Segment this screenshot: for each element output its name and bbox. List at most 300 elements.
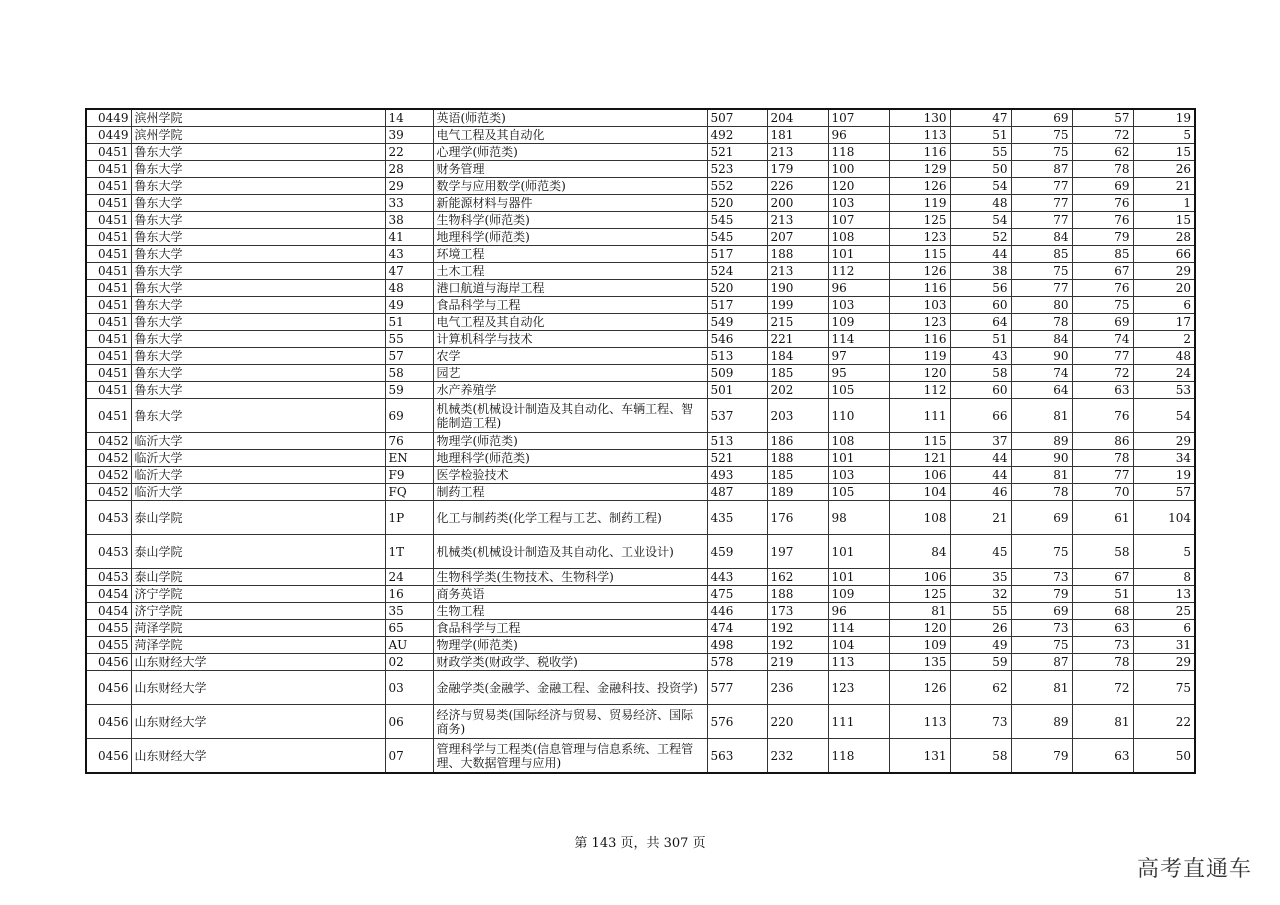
table-row (86, 501, 1195, 535)
score-e-cell: 48 (950, 195, 1011, 212)
school-name-cell: 鲁东大学 (131, 331, 385, 348)
major-name-cell: 经济与贸易类(国际经济与贸易、贸易经济、国际商务) (433, 705, 707, 739)
score-e-cell: 45 (950, 535, 1011, 569)
school-name-cell: 滨州学院 (131, 127, 385, 144)
major-name-cell: 电气工程及其自动化 (433, 314, 707, 331)
school-code-cell: 0454 (86, 586, 131, 603)
score-c-cell: 101 (828, 535, 889, 569)
score-g-cell: 63 (1072, 739, 1133, 774)
school-code-cell: 0451 (86, 348, 131, 365)
major-code-cell: 24 (385, 569, 433, 586)
major-name-cell: 商务英语 (433, 586, 707, 603)
score-b-cell: 188 (767, 450, 828, 467)
school-code-cell: 0456 (86, 739, 131, 774)
score-f-cell: 87 (1011, 161, 1072, 178)
score-a-cell: 552 (707, 178, 767, 195)
table-row (86, 348, 1195, 365)
major-name-cell: 土木工程 (433, 263, 707, 280)
score-b-cell: 200 (767, 195, 828, 212)
score-d-cell: 116 (889, 144, 950, 161)
major-code-cell: 76 (385, 433, 433, 450)
school-code-cell: 0456 (86, 671, 131, 705)
major-name-cell: 水产养殖学 (433, 382, 707, 399)
score-d-cell: 108 (889, 501, 950, 535)
school-name-cell: 鲁东大学 (131, 144, 385, 161)
score-e-cell: 51 (950, 331, 1011, 348)
score-d-cell: 121 (889, 450, 950, 467)
score-e-cell: 62 (950, 671, 1011, 705)
score-c-cell: 113 (828, 654, 889, 671)
score-c-cell: 103 (828, 297, 889, 314)
school-name-cell: 菏泽学院 (131, 620, 385, 637)
school-code-cell: 0452 (86, 484, 131, 501)
major-code-cell: 51 (385, 314, 433, 331)
table-row (86, 161, 1195, 178)
score-a-cell: 576 (707, 705, 767, 739)
admissions-table (85, 108, 1196, 774)
score-c-cell: 120 (828, 178, 889, 195)
score-b-cell: 162 (767, 569, 828, 586)
major-code-cell: 29 (385, 178, 433, 195)
school-name-cell: 临沂大学 (131, 467, 385, 484)
score-c-cell: 101 (828, 450, 889, 467)
table-row (86, 467, 1195, 484)
score-f-cell: 75 (1011, 637, 1072, 654)
score-h-cell: 6 (1133, 297, 1195, 314)
score-d-cell: 115 (889, 246, 950, 263)
score-d-cell: 120 (889, 620, 950, 637)
score-b-cell: 192 (767, 620, 828, 637)
school-code-cell: 0451 (86, 297, 131, 314)
school-code-cell: 0451 (86, 382, 131, 399)
school-name-cell: 济宁学院 (131, 603, 385, 620)
score-g-cell: 63 (1072, 382, 1133, 399)
score-c-cell: 114 (828, 331, 889, 348)
score-d-cell: 81 (889, 603, 950, 620)
major-code-cell: 03 (385, 671, 433, 705)
score-g-cell: 78 (1072, 654, 1133, 671)
score-h-cell: 1 (1133, 195, 1195, 212)
score-h-cell: 21 (1133, 178, 1195, 195)
major-name-cell: 食品科学与工程 (433, 620, 707, 637)
score-b-cell: 215 (767, 314, 828, 331)
table-row (86, 280, 1195, 297)
score-d-cell: 119 (889, 348, 950, 365)
school-code-cell: 0456 (86, 654, 131, 671)
school-code-cell: 0451 (86, 195, 131, 212)
score-h-cell: 29 (1133, 263, 1195, 280)
score-g-cell: 72 (1072, 365, 1133, 382)
score-h-cell: 29 (1133, 654, 1195, 671)
score-g-cell: 72 (1072, 671, 1133, 705)
page-number: 第 143 页，共 307 页 (574, 836, 706, 851)
table-row (86, 127, 1195, 144)
score-h-cell: 25 (1133, 603, 1195, 620)
school-code-cell: 0452 (86, 450, 131, 467)
school-name-cell: 临沂大学 (131, 484, 385, 501)
major-name-cell: 计算机科学与技术 (433, 331, 707, 348)
table-row (86, 178, 1195, 195)
score-d-cell: 103 (889, 297, 950, 314)
score-a-cell: 578 (707, 654, 767, 671)
score-g-cell: 62 (1072, 144, 1133, 161)
score-f-cell: 74 (1011, 365, 1072, 382)
table-row (86, 263, 1195, 280)
score-b-cell: 204 (767, 109, 828, 127)
score-b-cell: 232 (767, 739, 828, 774)
watermark-logo: 高考直通车 (1136, 857, 1252, 882)
score-h-cell: 24 (1133, 365, 1195, 382)
score-e-cell: 54 (950, 212, 1011, 229)
score-c-cell: 104 (828, 637, 889, 654)
score-c-cell: 109 (828, 586, 889, 603)
school-name-cell: 鲁东大学 (131, 382, 385, 399)
table-row (86, 450, 1195, 467)
score-d-cell: 123 (889, 314, 950, 331)
score-h-cell: 50 (1133, 739, 1195, 774)
score-d-cell: 131 (889, 739, 950, 774)
score-d-cell: 112 (889, 382, 950, 399)
score-b-cell: 236 (767, 671, 828, 705)
score-h-cell: 34 (1133, 450, 1195, 467)
school-name-cell: 滨州学院 (131, 109, 385, 127)
school-name-cell: 鲁东大学 (131, 178, 385, 195)
major-code-cell: 59 (385, 382, 433, 399)
score-g-cell: 69 (1072, 314, 1133, 331)
score-e-cell: 54 (950, 178, 1011, 195)
score-f-cell: 77 (1011, 280, 1072, 297)
score-h-cell: 75 (1133, 671, 1195, 705)
score-e-cell: 46 (950, 484, 1011, 501)
score-f-cell: 90 (1011, 348, 1072, 365)
score-e-cell: 26 (950, 620, 1011, 637)
school-code-cell: 0456 (86, 705, 131, 739)
score-h-cell: 29 (1133, 433, 1195, 450)
score-g-cell: 79 (1072, 229, 1133, 246)
score-h-cell: 19 (1133, 109, 1195, 127)
major-code-cell: FQ (385, 484, 433, 501)
score-c-cell: 105 (828, 484, 889, 501)
score-d-cell: 111 (889, 399, 950, 433)
score-h-cell: 5 (1133, 535, 1195, 569)
score-d-cell: 126 (889, 263, 950, 280)
score-c-cell: 107 (828, 109, 889, 127)
score-f-cell: 69 (1011, 501, 1072, 535)
table-row (86, 654, 1195, 671)
score-e-cell: 60 (950, 297, 1011, 314)
score-a-cell: 446 (707, 603, 767, 620)
score-g-cell: 67 (1072, 263, 1133, 280)
score-g-cell: 77 (1072, 348, 1133, 365)
score-e-cell: 59 (950, 654, 1011, 671)
score-c-cell: 103 (828, 195, 889, 212)
major-name-cell: 生物科学类(生物技术、生物科学) (433, 569, 707, 586)
score-b-cell: 190 (767, 280, 828, 297)
score-h-cell: 8 (1133, 569, 1195, 586)
score-f-cell: 79 (1011, 739, 1072, 774)
score-f-cell: 80 (1011, 297, 1072, 314)
score-g-cell: 67 (1072, 569, 1133, 586)
score-a-cell: 537 (707, 399, 767, 433)
school-name-cell: 山东财经大学 (131, 654, 385, 671)
table-row (86, 484, 1195, 501)
major-code-cell: 1T (385, 535, 433, 569)
score-d-cell: 130 (889, 109, 950, 127)
score-b-cell: 199 (767, 297, 828, 314)
major-name-cell: 地理科学(师范类) (433, 229, 707, 246)
score-g-cell: 58 (1072, 535, 1133, 569)
score-a-cell: 517 (707, 297, 767, 314)
major-code-cell: 38 (385, 212, 433, 229)
score-e-cell: 56 (950, 280, 1011, 297)
score-g-cell: 68 (1072, 603, 1133, 620)
score-f-cell: 75 (1011, 263, 1072, 280)
major-name-cell: 心理学(师范类) (433, 144, 707, 161)
major-code-cell: 47 (385, 263, 433, 280)
score-a-cell: 509 (707, 365, 767, 382)
score-a-cell: 493 (707, 467, 767, 484)
score-f-cell: 81 (1011, 671, 1072, 705)
score-a-cell: 546 (707, 331, 767, 348)
score-b-cell: 202 (767, 382, 828, 399)
score-c-cell: 112 (828, 263, 889, 280)
score-c-cell: 95 (828, 365, 889, 382)
school-code-cell: 0451 (86, 161, 131, 178)
score-e-cell: 35 (950, 569, 1011, 586)
score-e-cell: 58 (950, 739, 1011, 774)
score-b-cell: 213 (767, 212, 828, 229)
table-body (86, 109, 1195, 773)
score-c-cell: 108 (828, 433, 889, 450)
score-c-cell: 109 (828, 314, 889, 331)
score-h-cell: 17 (1133, 314, 1195, 331)
score-b-cell: 197 (767, 535, 828, 569)
score-b-cell: 219 (767, 654, 828, 671)
score-h-cell: 2 (1133, 331, 1195, 348)
score-c-cell: 108 (828, 229, 889, 246)
score-e-cell: 44 (950, 450, 1011, 467)
table-row (86, 586, 1195, 603)
score-g-cell: 75 (1072, 297, 1133, 314)
score-b-cell: 186 (767, 433, 828, 450)
score-a-cell: 475 (707, 586, 767, 603)
table-row (86, 620, 1195, 637)
score-b-cell: 184 (767, 348, 828, 365)
school-name-cell: 鲁东大学 (131, 195, 385, 212)
major-name-cell: 电气工程及其自动化 (433, 127, 707, 144)
score-h-cell: 15 (1133, 212, 1195, 229)
table-row (86, 246, 1195, 263)
school-name-cell: 菏泽学院 (131, 637, 385, 654)
score-c-cell: 96 (828, 603, 889, 620)
score-a-cell: 474 (707, 620, 767, 637)
major-name-cell: 物理学(师范类) (433, 637, 707, 654)
score-b-cell: 213 (767, 263, 828, 280)
score-f-cell: 89 (1011, 705, 1072, 739)
score-e-cell: 47 (950, 109, 1011, 127)
table-row (86, 705, 1195, 739)
school-name-cell: 鲁东大学 (131, 348, 385, 365)
major-name-cell: 食品科学与工程 (433, 297, 707, 314)
score-e-cell: 50 (950, 161, 1011, 178)
school-code-cell: 0451 (86, 246, 131, 263)
score-c-cell: 103 (828, 467, 889, 484)
score-c-cell: 100 (828, 161, 889, 178)
score-g-cell: 81 (1072, 705, 1133, 739)
score-a-cell: 443 (707, 569, 767, 586)
school-code-cell: 0449 (86, 109, 131, 127)
score-f-cell: 77 (1011, 178, 1072, 195)
major-code-cell: 57 (385, 348, 433, 365)
major-code-cell: 48 (385, 280, 433, 297)
school-name-cell: 鲁东大学 (131, 161, 385, 178)
score-g-cell: 76 (1072, 280, 1133, 297)
score-a-cell: 507 (707, 109, 767, 127)
school-code-cell: 0455 (86, 620, 131, 637)
score-c-cell: 96 (828, 280, 889, 297)
table-row (86, 535, 1195, 569)
school-name-cell: 临沂大学 (131, 450, 385, 467)
score-c-cell: 105 (828, 382, 889, 399)
school-code-cell: 0451 (86, 331, 131, 348)
major-code-cell: 14 (385, 109, 433, 127)
score-h-cell: 6 (1133, 620, 1195, 637)
score-a-cell: 498 (707, 637, 767, 654)
major-code-cell: 69 (385, 399, 433, 433)
score-c-cell: 118 (828, 144, 889, 161)
score-e-cell: 38 (950, 263, 1011, 280)
score-g-cell: 74 (1072, 331, 1133, 348)
score-g-cell: 51 (1072, 586, 1133, 603)
score-a-cell: 577 (707, 671, 767, 705)
score-a-cell: 492 (707, 127, 767, 144)
score-b-cell: 188 (767, 586, 828, 603)
school-code-cell: 0451 (86, 314, 131, 331)
major-name-cell: 数学与应用数学(师范类) (433, 178, 707, 195)
school-name-cell: 济宁学院 (131, 586, 385, 603)
score-a-cell: 563 (707, 739, 767, 774)
major-name-cell: 财务管理 (433, 161, 707, 178)
score-a-cell: 524 (707, 263, 767, 280)
table-row (86, 637, 1195, 654)
table-row (86, 229, 1195, 246)
score-d-cell: 126 (889, 671, 950, 705)
score-d-cell: 116 (889, 331, 950, 348)
score-f-cell: 84 (1011, 331, 1072, 348)
major-code-cell: F9 (385, 467, 433, 484)
major-name-cell: 生物科学(师范类) (433, 212, 707, 229)
major-code-cell: EN (385, 450, 433, 467)
score-d-cell: 123 (889, 229, 950, 246)
score-g-cell: 76 (1072, 399, 1133, 433)
school-name-cell: 山东财经大学 (131, 671, 385, 705)
score-f-cell: 75 (1011, 144, 1072, 161)
major-code-cell: 55 (385, 331, 433, 348)
score-g-cell: 73 (1072, 637, 1133, 654)
score-b-cell: 189 (767, 484, 828, 501)
score-h-cell: 31 (1133, 637, 1195, 654)
major-name-cell: 物理学(师范类) (433, 433, 707, 450)
major-name-cell: 管理科学与工程类(信息管理与信息系统、工程管理、大数据管理与应用) (433, 739, 707, 774)
score-f-cell: 73 (1011, 620, 1072, 637)
score-d-cell: 129 (889, 161, 950, 178)
score-f-cell: 87 (1011, 654, 1072, 671)
score-h-cell: 5 (1133, 127, 1195, 144)
score-b-cell: 226 (767, 178, 828, 195)
score-e-cell: 58 (950, 365, 1011, 382)
score-a-cell: 523 (707, 161, 767, 178)
major-code-cell: 43 (385, 246, 433, 263)
score-b-cell: 173 (767, 603, 828, 620)
table-row (86, 365, 1195, 382)
score-h-cell: 19 (1133, 467, 1195, 484)
score-b-cell: 185 (767, 467, 828, 484)
school-code-cell: 0453 (86, 535, 131, 569)
major-name-cell: 制药工程 (433, 484, 707, 501)
table-row (86, 569, 1195, 586)
table-row (86, 109, 1195, 127)
score-c-cell: 97 (828, 348, 889, 365)
score-f-cell: 64 (1011, 382, 1072, 399)
school-name-cell: 鲁东大学 (131, 399, 385, 433)
score-c-cell: 101 (828, 246, 889, 263)
score-e-cell: 49 (950, 637, 1011, 654)
major-name-cell: 机械类(机械设计制造及其自动化、车辆工程、智能制造工程) (433, 399, 707, 433)
score-a-cell: 521 (707, 144, 767, 161)
score-f-cell: 75 (1011, 127, 1072, 144)
score-e-cell: 37 (950, 433, 1011, 450)
major-name-cell: 医学检验技术 (433, 467, 707, 484)
score-b-cell: 181 (767, 127, 828, 144)
score-a-cell: 459 (707, 535, 767, 569)
score-h-cell: 13 (1133, 586, 1195, 603)
school-name-cell: 泰山学院 (131, 535, 385, 569)
score-h-cell: 57 (1133, 484, 1195, 501)
table-row (86, 433, 1195, 450)
school-name-cell: 泰山学院 (131, 569, 385, 586)
score-b-cell: 221 (767, 331, 828, 348)
major-code-cell: 65 (385, 620, 433, 637)
major-code-cell: 39 (385, 127, 433, 144)
major-code-cell: 16 (385, 586, 433, 603)
score-a-cell: 487 (707, 484, 767, 501)
score-e-cell: 60 (950, 382, 1011, 399)
major-code-cell: 33 (385, 195, 433, 212)
score-c-cell: 114 (828, 620, 889, 637)
major-code-cell: 58 (385, 365, 433, 382)
school-code-cell: 0451 (86, 365, 131, 382)
score-c-cell: 110 (828, 399, 889, 433)
score-g-cell: 78 (1072, 450, 1133, 467)
major-code-cell: 35 (385, 603, 433, 620)
school-name-cell: 鲁东大学 (131, 365, 385, 382)
score-e-cell: 44 (950, 246, 1011, 263)
school-code-cell: 0455 (86, 637, 131, 654)
score-h-cell: 28 (1133, 229, 1195, 246)
school-code-cell: 0451 (86, 399, 131, 433)
score-e-cell: 52 (950, 229, 1011, 246)
score-g-cell: 78 (1072, 161, 1133, 178)
score-b-cell: 176 (767, 501, 828, 535)
score-f-cell: 78 (1011, 314, 1072, 331)
school-name-cell: 山东财经大学 (131, 705, 385, 739)
score-d-cell: 116 (889, 280, 950, 297)
school-name-cell: 山东财经大学 (131, 739, 385, 774)
school-code-cell: 0451 (86, 229, 131, 246)
major-name-cell: 化工与制药类(化学工程与工艺、制药工程) (433, 501, 707, 535)
score-a-cell: 521 (707, 450, 767, 467)
major-code-cell: 07 (385, 739, 433, 774)
